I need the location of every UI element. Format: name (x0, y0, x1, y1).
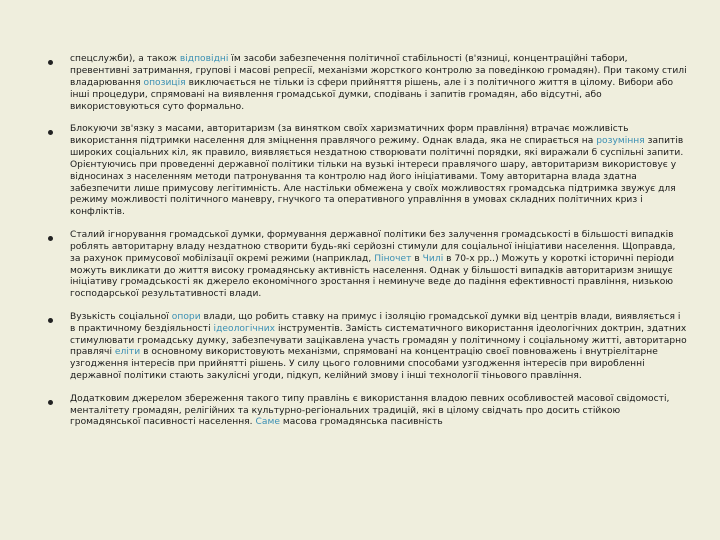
text-run: Вузькість соціальної (70, 311, 172, 322)
highlighted-term[interactable]: ідеологічних (213, 323, 276, 334)
text-run: спецслужби), а також (70, 54, 180, 64)
text-run: Додатковим джерелом збереження такого типу правлінь є використання владою певних особливостей масової свідомості, менталітету громадян, релігійних та культурно-регіональних традицій, які в цілому свідчать про досить стійкою громадянської пасивності населення. (70, 393, 670, 428)
highlighted-term[interactable]: розуміння (596, 135, 645, 146)
text-run: в основному використовують механізми, спрямовані на концентрацію своєї повноважень і внутріелітарне узгодження інтересів при прийнятті рішень. У силу цього головними способами узгодження інтересів при виробленні державної політики стають закулісні угоди, підкуп, келійний змову і інші технології тіньового правління. (70, 347, 658, 382)
text-run: Блокуючи зв'язку з масами, авторитаризм (за винятком своїх харизматичних форм правління) втрачає можливість використання підтримки населення для зміцнення правлячого режиму. Однак влада, яка не спирається на (70, 124, 629, 146)
text-run: в (411, 253, 423, 264)
bullet-item (48, 54, 688, 114)
highlighted-term[interactable]: Саме (255, 417, 280, 428)
text-run: запитів широких соціальних кіл, як правило, виявляється нездатною створювати політичні порядки, які виражали б суспільні запити. Орієнтуючись при проведенні державної політики тільки на вузькі інтереси правлячого шару, авторитаризм використовує у відносинах з населенням методи патронування та контролю над його ініціативами. Тому авторитарна влада здатна забезпечити лише примусову легітимність. Але настільки обмежена у своїх можливостях громадська підтримка звужує для режиму можливості політичного маневру, гнучкого та оперативного управління в умовах складних політичних криз і конфліктів. (70, 135, 684, 218)
highlighted-term[interactable]: Чилі (422, 253, 444, 264)
bullet-item (48, 230, 688, 301)
bullet-dot-icon (48, 236, 53, 241)
bullet-item (48, 124, 688, 219)
bullet-text (70, 124, 688, 219)
text-run: Сталий ігнорування громадської думки, формування державної політики без залучення громадськості в більшості випадків роблять авторитарну владу нездатною створити будь-які серйозні стимули для соціальної ініціативи населення. Щоправда, за рахунок примусової мобілізації окремі режими (наприклад, (70, 229, 676, 264)
highlighted-term[interactable]: опозиція (143, 77, 186, 88)
text-run: їм засоби забезпечення політичної стабільності (в'язниці, концентраційні табори, превентивні затримання, групові і масові репресії, механізми жорсткого контролю за поведінкою громадян). При такому стилі владарювання (70, 54, 687, 88)
bullet-dot-icon (48, 60, 53, 65)
bullet-item (48, 394, 688, 430)
highlighted-term[interactable]: опори (171, 311, 201, 322)
bullet-item (48, 312, 688, 383)
bullet-list (48, 54, 688, 440)
bullet-dot-icon (48, 130, 53, 135)
text-run: виключається не тільки із сфери прийняття рішень, але і з політичного життя в цілому. Вибори або інші процедури, спрямовані на виявлення громадської думки, сподівань і запитів громадян, або відсутні, або використовуються суто формально. (70, 77, 674, 112)
text-run: інструментів. Замість систематичного використання ідеологічних доктрин, здатних стимулювати громадську думку, забезпечувати зацікавлена участь громадян у політичному і соціальному житті, авторитарно правлячі (70, 323, 687, 358)
bullet-dot-icon (48, 318, 53, 323)
bullet-text (70, 394, 688, 430)
text-run: масова громадянська пасивність (279, 417, 443, 428)
highlighted-term[interactable]: Піночет (374, 253, 412, 264)
bullet-text (70, 54, 688, 114)
highlighted-term[interactable]: відповідні (179, 54, 229, 64)
highlighted-term[interactable]: еліти (114, 347, 141, 358)
text-run: в 70-х рр..) Можуть у короткі історичні періоди можуть викликати до життя високу громадянську активність населення. Однак у більшості випадків авторитаризм знищує ініціативу громадськості як джерело економічного зростання і неминуче веде до падіння ефективності правління, низькою господарської результативності влади. (70, 253, 675, 300)
bullet-text (70, 312, 688, 383)
text-run: влади, що робить ставку на примус і ізоляцію громадської думки від центрів влади, виявляється і в практичному бездіяльності (70, 311, 681, 334)
bullet-text (70, 230, 688, 301)
bullet-dot-icon (48, 400, 53, 405)
